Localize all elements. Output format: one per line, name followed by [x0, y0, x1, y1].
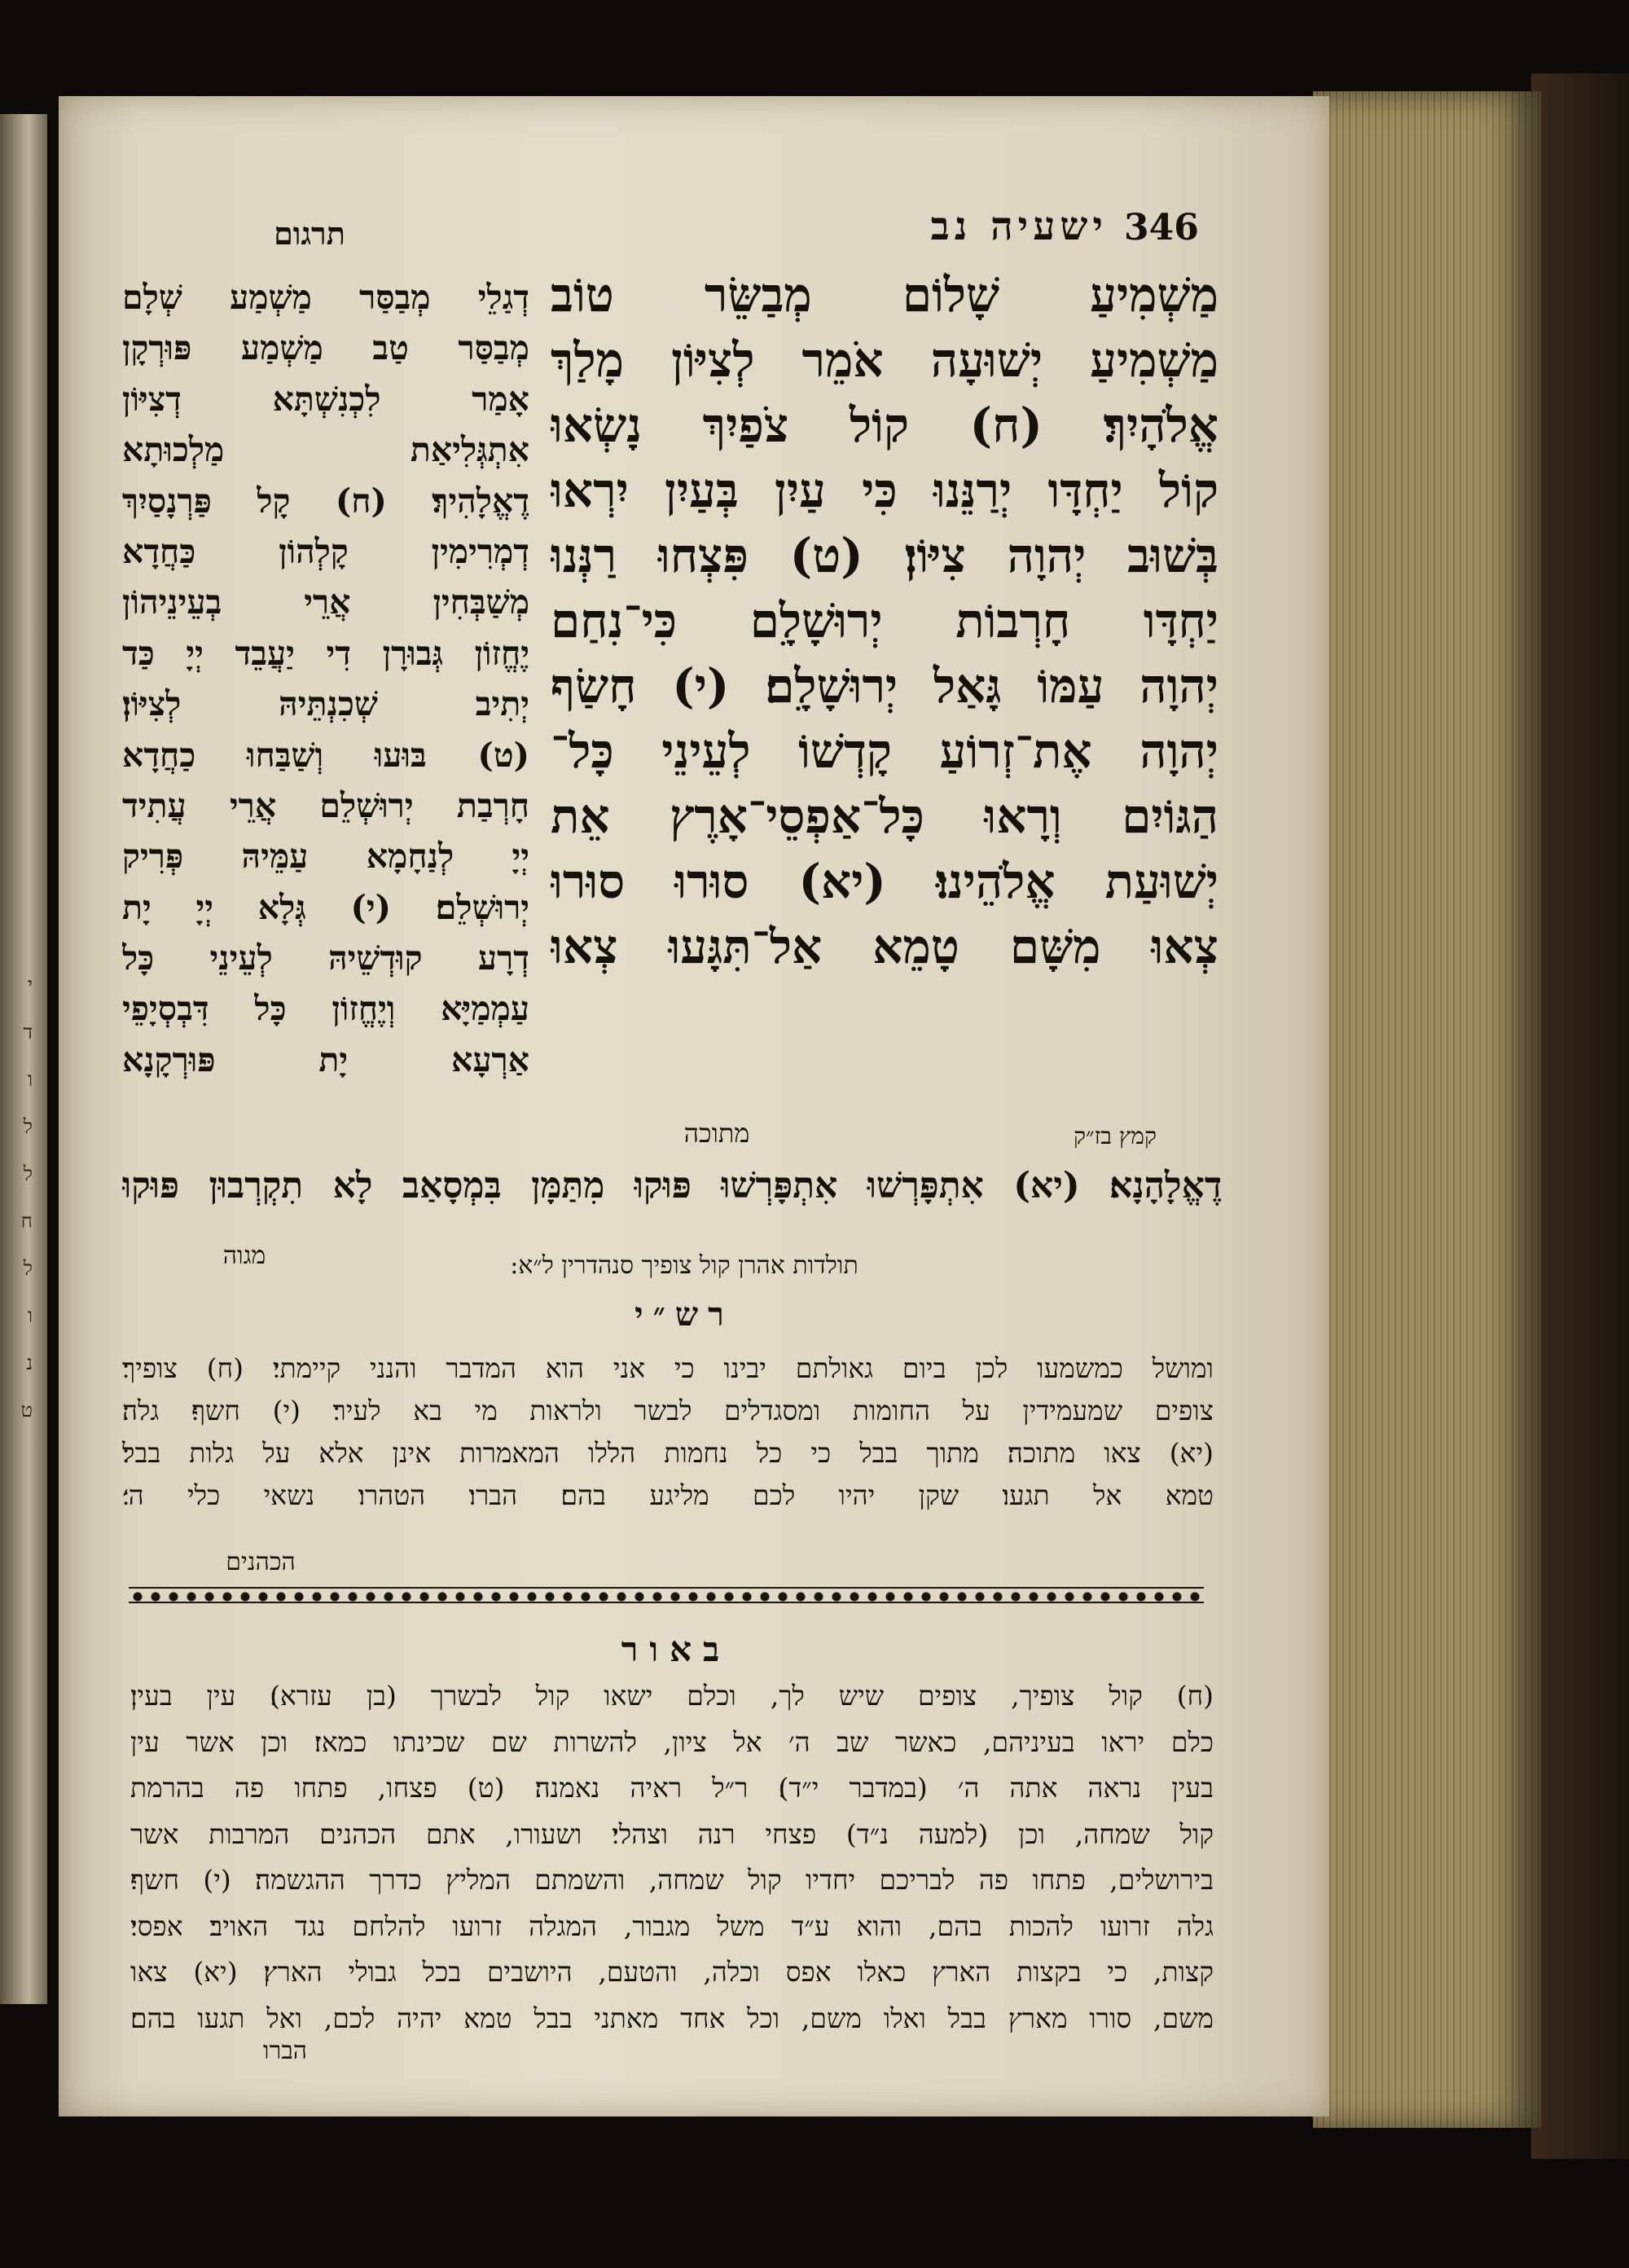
gloss-kamatz: קמץ בז״ק — [1074, 1123, 1157, 1149]
biur-line: משם, סורו מארץ בבל ואלו משם, וכל אחד מאתני בבל טמא יהיה לכם, ואל תגעו בהם׃ — [130, 2002, 1214, 2034]
scripture-text — [551, 262, 1218, 979]
ornamental-divider — [129, 1587, 1204, 1603]
scripture-line: יְשׁוּעַת אֱלֹהֵינוּ׃ (יא) סוּרוּ סוּרוּ — [551, 854, 1218, 909]
targum-line: דֶאֱלָהִיךְ׃ (ח) קָל פַּרְנָסַיִךְ — [122, 481, 529, 521]
targum-line: (ט) בּוּעוּ וְשַׁבַּחוּ כַחֲדָא — [122, 735, 529, 775]
margin-mark: ט — [20, 1399, 33, 1422]
margin-mark: ל — [23, 1163, 33, 1185]
targum-line: מְבַסַּר טַב מַשְׁמַע פּוּרְקָן — [122, 328, 529, 368]
targum-line: אָמַר לִכְנִשְׁתָּא דְצִיּוֹן — [122, 379, 529, 419]
targum-line: דְגַלֵי מְבַסַּר מַשְׁמַע שְׁלָם — [122, 278, 529, 317]
targum-line: יְרוּשְׁלֵם׃ (י) גְּלָא יְיָ יָת — [122, 887, 529, 927]
page-number: 346 — [1124, 207, 1199, 248]
biur-line: בירושלים, פתחו פה לבריכם יחדיו קול שמחה, והשמתם המליץ כדרך ההגשמה׃ (י) חשף׃ — [130, 1864, 1214, 1896]
margin-mark: ח — [20, 1210, 33, 1233]
biur-heading: באור — [621, 1629, 731, 1669]
margin-mark: ו — [27, 1304, 33, 1327]
targum-line: מְשַׁבְּחִין אֲרֵי בְעֵינֵיהוֹן — [122, 582, 529, 622]
targum-line: יֶחֱזוֹן גְּבוּרָן דִי יַעֲבֵד יְיָ כַּד — [122, 633, 529, 673]
targum-wide-line: דֶאֱלָהָנָא׃ (יא) אִתְפָּרְשׁוּ אִתְפָּרְשׁוּ פּוּקוּ מִתַּמָּן בִּמְסָאַב לָא תִקְרְבוּן פּוּקוּ — [122, 1165, 1222, 1207]
scripture-line: אֱלֹהָיִךְ׃ (ח) קוֹל צֹפַיִךְ נָשְׂאוּ — [551, 398, 1218, 453]
targum-line: אַרְעָא יָת פּוּרְקָנָא — [122, 1040, 529, 1079]
biur-line: כלם יראו בעיניהם, כאשר שב ה׳ אל ציון, להשרות שם שכינתו כמאז׃ וכן אשר עין — [130, 1725, 1214, 1758]
targum-line: דְמְרִימִין קָלְהוֹן כַּחֲדָא — [122, 531, 529, 571]
biur-line: בעין נראה אתה ה׳ (במדבר י״ד)׃ ר״ל ראיה נאמנה׃ (ט) פצחו, פתחו פה בהרמת — [130, 1772, 1214, 1804]
scripture-line: יַחְדָּו חָרְבוֹת יְרוּשָׁלָ͏ִם כִּי־נִחַם — [551, 593, 1218, 648]
scripture-line: יְהוָה אֶת־זְרוֹעַ קָדְשׁוֹ לְעֵינֵי כָּל־ — [551, 723, 1218, 779]
targum-line: יְיָ לְנַחָמָא עַמֵּיהּ פְּרִיק — [122, 837, 529, 877]
scripture-line: בְּשׁוּב יְהוָה צִיּוֹן׃ (ט) פִּצְחוּ רַנְּנוּ — [551, 528, 1218, 583]
margin-mark: ו — [27, 1068, 33, 1091]
biur-line: קול שמחה, וכן (למעה נ״ד) פצחי רנה וצהלי׃ ושעורו, אתם הכהנים המרבות אשר — [130, 1817, 1214, 1850]
rashi-heading: רש״י — [634, 1295, 734, 1334]
rashi-commentary — [122, 1347, 1214, 1517]
biur-line: גלה זרועו להכות בהם, והוא ע״ד משל מגבור, המגלה זרועו להלחם נגד האויב׃ אפסי׃ — [130, 1910, 1214, 1942]
rashi-line: צופים שמעמידין על החומות ומסגדלים לבשר ולראות מי בא לעיר׃ (י) חשף׃ גלה׃ — [122, 1395, 1214, 1426]
targum-line: אִתְגְּלִיאַת מַלְכוּתָא — [122, 430, 529, 470]
margin-mark: ל — [23, 1257, 33, 1280]
scripture-line: מַשְׁמִיעַ שָׁלוֹם מְבַשֵּׂר טוֹב — [551, 267, 1218, 323]
margin-mark: נ — [26, 1352, 33, 1374]
biur-commentary — [130, 1673, 1214, 2042]
facing-page-letters — [0, 961, 33, 1434]
page-fore-edge — [1313, 91, 1541, 2128]
targum-line: עַמְמַיָּא וְיֶחֱזוֹן כָּל דִּבְסְיָפֵי — [122, 989, 529, 1029]
targum-line: חָרְבַת יְרוּשְׁלֵם אֲרֵי עֲתִיד — [122, 785, 529, 825]
scripture-line: צְאוּ מִשָּׁם טָמֵא אַל־תִּגָּעוּ צְאוּ — [551, 919, 1218, 974]
scripture-line: יְהוָה עַמּוֹ גָּאַל יְרוּשָׁלָ͏ִם׃ (י) חָשַׂף — [551, 658, 1218, 714]
targum-line: יְתִיב שְׁכִנְתֵּיהּ לְצִיּוֹן׃ — [122, 684, 529, 724]
rashi-line: טמא אל תגעו׃ שקן יהיו לכם מליגע בהם׃ הברו׃ הטהרו׃ נשאי כלי ה׳׃ — [122, 1479, 1214, 1511]
rashi-catchword: הכהנים — [226, 1548, 296, 1576]
biur-line: (ח) קול צופיך, צופים שיש לך, וכלם ישאו קול לבשרך (בן עזרא)׃ עין בעין׃ — [130, 1680, 1214, 1712]
rashi-line: (יא) צאו מתוכה׃ מתוך בבל כי כל נחמות הללו המאמרות אינן אלא על גלות בבל׃ — [122, 1437, 1214, 1469]
biur-catchword: הברו — [262, 2037, 308, 2065]
targum-title: תרגום — [274, 215, 345, 252]
targum-line: דְרָע קוּדְשֵׁיהּ לְעֵינֵי כָּל — [122, 938, 529, 978]
targum-column — [122, 272, 529, 1085]
margin-mark: ל — [23, 1115, 33, 1138]
biur-line: קצות, כי בקצות הארץ כאלו אפס וכלה, והטעם, היושבים בכל גבולי הארץ׃ (יא) צאו — [130, 1956, 1214, 1988]
scripture-line: מַשְׁמִיעַ יְשׁוּעָה אֹמֵר לְצִיּוֹן מָלַךְ — [551, 332, 1218, 388]
rashi-line: ומושל כמשמעו לכן ביום גאולתם יבינו כי אני הוא המדבר והנני קיימתי׃ (ח) צופיך׃ — [122, 1352, 1214, 1384]
chapter-title: ישעיה נב — [930, 204, 1108, 249]
margin-mark: י — [27, 974, 33, 996]
toldot-aharon-note: תולדות אהרן קול צופיך סנהדרין ל״א: — [510, 1251, 858, 1280]
gloss-mitokhah: מתוכה — [683, 1118, 750, 1149]
gloss-magen: מגוה — [222, 1242, 266, 1270]
margin-mark: ד — [23, 1021, 33, 1044]
scripture-line: קוֹל יַחְדָּו יְרַנֵּנוּ כִּי עַיִן בְּעַיִן יִרְאוּ — [551, 463, 1218, 518]
facing-page-edge — [0, 114, 47, 2004]
scripture-line: הַגּוֹיִם וְרָאוּ כָּל־אַפְסֵי־אָרֶץ אֵת — [551, 789, 1218, 844]
book-cover-edge — [1531, 73, 1629, 2159]
